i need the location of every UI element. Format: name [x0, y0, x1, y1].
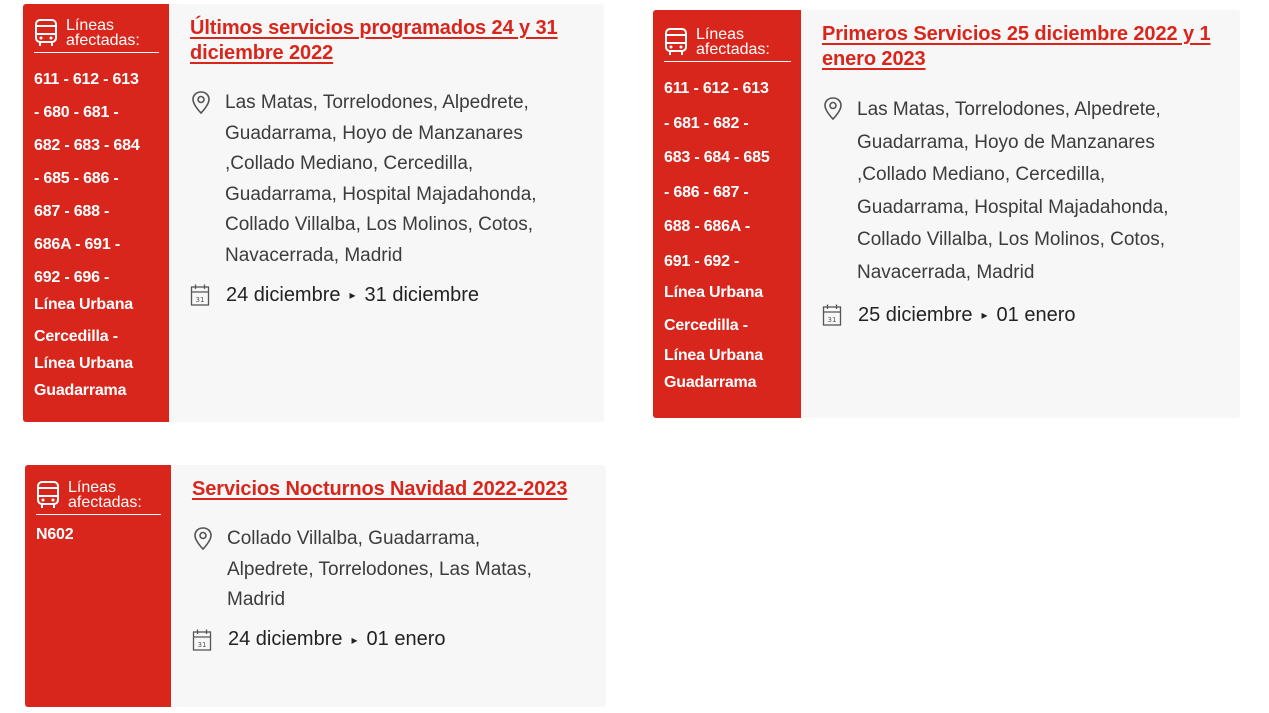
- date-to: 01 enero: [366, 628, 446, 650]
- line-code: Cercedilla -: [34, 328, 118, 345]
- line-code: Línea Urbana: [664, 346, 763, 364]
- service-title-link[interactable]: Últimos servicios programados 24 y 31 diciembre 2022: [190, 17, 558, 64]
- date-to: 31 diciembre: [364, 283, 480, 306]
- location-pin-icon: [192, 526, 214, 552]
- places-line: Las Matas, Torrelodones, Alpedrete,: [225, 92, 529, 113]
- arrow-right-icon: ▸: [351, 632, 358, 647]
- line-code: 687 - 688 -: [34, 203, 110, 220]
- places-row: [822, 94, 1226, 289]
- affected-lines-panel: [25, 465, 171, 707]
- line-code: - 685 - 686 -: [34, 170, 119, 187]
- date-range: [858, 304, 1076, 327]
- line-code: Línea Urbana: [34, 296, 133, 313]
- places-line: Las Matas, Torrelodones, Alpedrete,: [857, 99, 1161, 120]
- bus-icon: [34, 18, 58, 48]
- affected-lines-panel: [653, 10, 801, 418]
- affected-places: [225, 88, 537, 271]
- line-code: 611 - 612 - 613: [34, 71, 139, 88]
- places-line: Guadarrama, Hospital Majadahonda,: [225, 183, 537, 205]
- service-card: [25, 465, 606, 707]
- bus-icon: [664, 27, 688, 57]
- date-range-row: [192, 628, 592, 652]
- places-row: [192, 524, 592, 616]
- bus-icon: [36, 480, 60, 510]
- places-line: Collado Villalba, Los Molinos, Cotos,: [857, 229, 1166, 250]
- date-from: 25 diciembre: [858, 303, 973, 326]
- calendar-day: 31: [827, 316, 837, 324]
- location-pin-icon: [822, 96, 844, 122]
- line-code: - 681 - 682 -: [664, 114, 749, 132]
- line-codes: [34, 63, 159, 404]
- line-code: - 680 - 681 -: [34, 104, 119, 121]
- line-code: 691 - 692 -: [664, 252, 740, 270]
- places-line: Madrid: [227, 589, 286, 610]
- line-code: Guadarrama: [664, 373, 757, 391]
- date-range: [228, 628, 446, 651]
- places-line: Navacerrada, Madrid: [225, 244, 403, 266]
- places-line: Guadarrama, Hospital Majadahonda,: [857, 196, 1169, 218]
- date-from: 24 diciembre: [226, 283, 341, 306]
- places-line: Collado Villalba, Guadarrama,: [227, 528, 481, 549]
- card-content: [171, 465, 606, 707]
- line-code: 683 - 684 - 685: [664, 149, 770, 166]
- arrow-right-icon: ▸: [349, 288, 356, 302]
- places-line: Guadarrama, Hoyo de Manzanares: [225, 122, 523, 144]
- line-codes: [36, 525, 161, 545]
- line-code: 688 - 686A -: [664, 218, 750, 235]
- line-code: N602: [36, 526, 74, 543]
- line-code: Guadarrama: [34, 382, 127, 399]
- calendar-icon: [192, 628, 212, 652]
- calendar-icon: [190, 283, 210, 307]
- service-title-link[interactable]: Primeros Servicios 25 diciembre 2022 y 1 enero 2023: [822, 23, 1211, 70]
- line-code: 611 - 612 - 613: [664, 80, 769, 97]
- line-code: Línea Urbana: [664, 283, 763, 301]
- service-card: [653, 10, 1240, 418]
- calendar-day: 31: [195, 296, 205, 304]
- line-code: Línea Urbana: [34, 355, 133, 372]
- location-pin-icon: [190, 90, 212, 116]
- arrow-right-icon: ▸: [981, 308, 988, 322]
- affected-lines-label: Líneas afectadas:: [68, 479, 142, 511]
- affected-places: [857, 94, 1169, 289]
- affected-places: [227, 524, 532, 616]
- calendar-day: 31: [197, 640, 207, 649]
- affected-lines-header: [36, 480, 161, 515]
- service-card: [23, 4, 604, 422]
- line-code: 692 - 696 -: [34, 269, 110, 286]
- line-codes: [664, 72, 791, 396]
- affected-lines-label: Líneas afectadas:: [696, 26, 770, 58]
- card-content: [169, 4, 604, 422]
- date-from: 24 diciembre: [228, 628, 343, 650]
- places-line: Collado Villalba, Los Molinos, Cotos,: [225, 214, 534, 235]
- date-range-row: [190, 283, 590, 307]
- affected-lines-header: [34, 18, 159, 53]
- date-to: 01 enero: [996, 303, 1076, 326]
- line-code: - 686 - 687 -: [664, 183, 749, 201]
- service-title-link[interactable]: Servicios Nocturnos Navidad 2022-2023: [192, 478, 568, 500]
- line-code: 682 - 683 - 684: [34, 137, 140, 154]
- places-line: Guadarrama, Hoyo de Manzanares: [857, 131, 1155, 153]
- affected-lines-label: Líneas afectadas:: [66, 17, 140, 49]
- places-line: ,Collado Mediano, Cercedilla,: [857, 164, 1106, 185]
- line-code: Cercedilla -: [664, 316, 748, 334]
- calendar-icon: [822, 303, 842, 327]
- affected-lines-panel: [23, 4, 169, 422]
- affected-lines-header: [664, 27, 791, 62]
- date-range-row: [822, 303, 1226, 327]
- places-line: Alpedrete, Torrelodones, Las Matas,: [227, 558, 532, 580]
- date-range: [226, 284, 479, 307]
- card-content: [801, 10, 1240, 418]
- line-code: 686A - 691 -: [34, 236, 120, 253]
- places-line: ,Collado Mediano, Cercedilla,: [225, 153, 474, 174]
- places-row: [190, 88, 590, 271]
- places-line: Navacerrada, Madrid: [857, 261, 1035, 283]
